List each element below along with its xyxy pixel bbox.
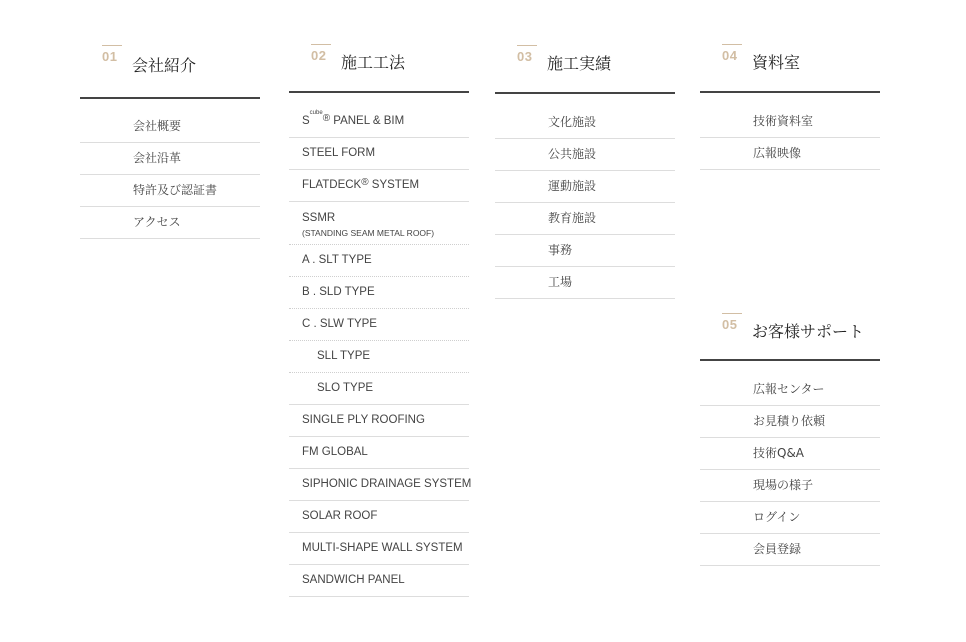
section-title[interactable]: 会社紹介 (132, 56, 197, 75)
menu-label: PANEL & BIM (333, 115, 405, 127)
menu-link[interactable]: 文化施設 (548, 115, 597, 129)
menu-link[interactable]: 事務 (548, 243, 573, 257)
menu-link[interactable]: 工場 (548, 275, 573, 289)
menu-list (495, 94, 675, 299)
menu-item-sll-type[interactable] (289, 341, 469, 373)
menu-item-login[interactable] (700, 502, 880, 534)
section-number: 05 (722, 317, 738, 332)
menu-link[interactable]: 現場の様子 (753, 478, 814, 492)
menu-item-scube-panel-bim[interactable] (289, 106, 469, 138)
section-title[interactable]: 施工実績 (547, 54, 612, 73)
menu-item-slt-type[interactable] (289, 245, 469, 277)
menu-link[interactable]: 会社沿革 (133, 151, 182, 165)
menu-item-single-ply-roofing[interactable] (289, 405, 469, 437)
menu-label: FLATDECK (302, 179, 362, 191)
column-header (289, 44, 469, 93)
menu-link[interactable]: SLO TYPE (317, 382, 374, 394)
menu-item-multi-shape-wall[interactable] (289, 533, 469, 565)
menu-link[interactable]: ログイン (753, 510, 801, 524)
menu-item-slo-type[interactable] (289, 373, 469, 405)
registered-mark: ® (361, 177, 369, 188)
column-header (495, 45, 675, 94)
menu-link[interactable] (302, 110, 405, 127)
section-title[interactable]: お客様サポート (752, 322, 865, 341)
menu-item-factory[interactable] (495, 267, 675, 299)
menu-item-company-overview[interactable] (80, 111, 260, 143)
section-number: 01 (102, 49, 118, 64)
menu-item-slw-type[interactable] (289, 309, 469, 341)
menu-item-tech-qa[interactable] (700, 438, 880, 470)
menu-link[interactable]: 教育施設 (548, 211, 597, 225)
menu-column-resources (700, 44, 880, 170)
menu-link[interactable]: SIPHONIC DRAINAGE SYSTEM (302, 478, 472, 490)
menu-item-tech-resources[interactable] (700, 106, 880, 138)
menu-label: SSMR (302, 212, 336, 224)
menu-item-sports[interactable] (495, 171, 675, 203)
menu-link[interactable]: MULTI-SHAPE WALL SYSTEM (302, 542, 463, 554)
menu-item-fm-global[interactable] (289, 437, 469, 469)
scube-prefix: S (302, 115, 310, 127)
menu-list (700, 93, 880, 170)
menu-item-office[interactable] (495, 235, 675, 267)
menu-link[interactable]: アクセス (133, 215, 181, 229)
menu-link[interactable]: 会員登録 (753, 542, 802, 556)
menu-list (700, 361, 880, 566)
section-title[interactable]: 資料室 (752, 53, 801, 72)
menu-column-results (495, 45, 675, 299)
menu-item-education[interactable] (495, 203, 675, 235)
section-number: 03 (517, 49, 533, 64)
menu-link[interactable]: 運動施設 (548, 179, 597, 193)
menu-item-register[interactable] (700, 534, 880, 566)
menu-link[interactable]: お見積り依頼 (753, 414, 826, 428)
menu-link[interactable]: A . SLT TYPE (302, 254, 372, 266)
menu-link[interactable]: 技術資料室 (753, 114, 814, 128)
menu-link[interactable]: SOLAR ROOF (302, 510, 378, 522)
menu-link[interactable]: C . SLW TYPE (302, 318, 377, 330)
menu-column-methods (289, 44, 472, 597)
menu-item-sld-type[interactable] (289, 277, 469, 309)
menu-item-public[interactable] (495, 139, 675, 171)
menu-column-company (80, 45, 260, 239)
menu-item-company-history[interactable] (80, 143, 260, 175)
menu-link[interactable]: 公共施設 (548, 147, 597, 161)
menu-link[interactable]: STEEL FORM (302, 147, 376, 159)
scube-sup: cube (309, 110, 323, 116)
menu-link[interactable]: B . SLD TYPE (302, 286, 375, 298)
menu-item-access[interactable] (80, 207, 260, 239)
menu-item-siphonic-drainage[interactable] (289, 469, 472, 501)
section-number: 02 (311, 48, 327, 63)
column-header (700, 313, 880, 361)
menu-item-patents[interactable] (80, 175, 260, 207)
menu-label-suffix: SYSTEM (371, 179, 420, 191)
menu-link[interactable]: SLL TYPE (317, 350, 371, 362)
menu-item-sandwich-panel[interactable] (289, 565, 469, 597)
column-header (80, 45, 260, 99)
menu-item-quote-request[interactable] (700, 406, 880, 438)
section-title[interactable]: 施工工法 (341, 53, 406, 72)
menu-list (289, 93, 472, 597)
menu-link[interactable] (302, 179, 419, 191)
menu-item-flatdeck[interactable] (289, 170, 469, 202)
menu-item-solar-roof[interactable] (289, 501, 469, 533)
menu-link[interactable]: 特許及び認証書 (133, 183, 218, 197)
menu-item-site-status[interactable] (700, 470, 880, 502)
menu-item-pr-video[interactable] (700, 138, 880, 170)
menu-item-cultural[interactable] (495, 107, 675, 139)
menu-item-steel-form[interactable] (289, 138, 469, 170)
menu-link[interactable]: FM GLOBAL (302, 446, 368, 458)
menu-link[interactable]: 技術Q&A (753, 446, 805, 460)
registered-mark: ® (322, 113, 331, 124)
menu-sublabel: (STANDING SEAM METAL ROOF) (302, 228, 435, 238)
menu-link[interactable]: 広報映像 (753, 146, 802, 160)
menu-column-support (700, 313, 880, 566)
menu-link[interactable]: SINGLE PLY ROOFING (302, 414, 425, 426)
menu-link[interactable]: 広報センター (753, 382, 825, 396)
column-header (700, 44, 880, 93)
menu-item-pr-center[interactable] (700, 374, 880, 406)
menu-link[interactable]: SANDWICH PANEL (302, 574, 405, 586)
section-number: 04 (722, 48, 738, 63)
menu-link[interactable]: 会社概要 (133, 119, 182, 133)
menu-link[interactable] (302, 212, 469, 240)
menu-item-ssmr[interactable] (289, 202, 469, 245)
menu-list (80, 98, 260, 239)
